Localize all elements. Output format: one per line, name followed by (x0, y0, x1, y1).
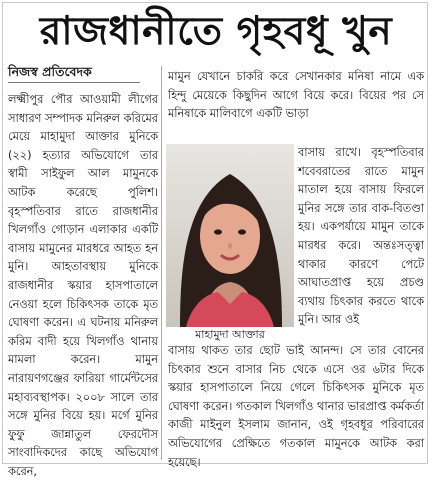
portrait-image (166, 144, 294, 327)
column-divider (161, 66, 162, 460)
article-body-right-top (168, 68, 424, 144)
body-paragraph-right-bottom: বাসায় থাকত তার ছোট ভাই আনন্দ। সে তার বোনের চিৎকার শুনে বাসার নিচ থেকে এসে ওর ৬টার দিকে স্কয়ার হাসপাতালে নিয়ে গেলে চিকিৎসক মুনিকে মৃত ঘোষণা করেন। গতকাল খিলগাঁও থানার ভারপ্রাপ্ত কর্মকর্তা কাজী মাইনুল ইসলাম জানান, ওই গৃহবধূর পরিবারের অভিযোগের প্রেক্ষিতে গতকাল মামুনকে আটক করা হয়েছে। (168, 344, 424, 469)
photo-caption: মাহামুদা আক্তার (195, 328, 265, 341)
byline: নিজস্ব প্রতিবেদক (8, 64, 92, 79)
article-body-right-middle (298, 144, 424, 342)
article-body-right-bottom (168, 342, 424, 469)
victim-photo (166, 144, 294, 327)
body-paragraph-left: লক্ষ্মীপুর পৌর আওয়ামী লীগের সাধারণ সম্পাদক মনিরুল করিমের মেয়ে মাহামুদা আক্তার মুনিকে (২২) হত্যার অভিযোগে তার স্বামী সাইফুল আল মামুনকে আটক করেছে পুলিশ। বৃহস্পতিবার রাতে রাজধানীর খিলগাঁও গোড়ান এলাকার একটি বাসায় মামুনের মারধরে আহত হন মুনি। আহতাবস্থায় মুনিকে রাজধানীর স্কয়ার হাসপাতালে নেওয়া হলে চিকিৎসক তাকে মৃত ঘোষণা করেন। এ ঘটনায় মনিরুল করিম বাদী হয়ে খিলগাঁও থানায় মামলা করেন। মামুন নারায়ণগঞ্জের ফারিয়া গার্মেন্টসের মহাব্যবস্থাপক। ২০০৮ সালে তার সঙ্গে মুনির বিয়ে হয়। মর্গে মুনির ফুফু জান্নাতুল ফেরদৌস সাংবাদিকদের কাছে অভিযোগ করেন, (8, 93, 158, 478)
headline: রাজধানীতে গৃহবধূ খুন (39, 9, 393, 54)
byline-underline (8, 82, 140, 83)
article-body-left-column (8, 91, 158, 478)
body-paragraph-right-top: মামুন যেখানে চাকরি করে সেখানকার মনিষা নামে এক হিন্দু মেয়েকে কিছুদিন আগে বিয়ে করে। বিয়ের পর সে মনিষাকে মালিবাগে একটি ভাড়া (168, 70, 424, 121)
body-paragraph-right-middle: বাসায় রাখে। বৃহস্পতিবার শবেবরাতের রাতে মামুন মাতাল হয়ে বাসায় ফিরলে মুনির সঙ্গে তার বাক-বিতণ্ডা হয়। একপর্যায়ে মামুন তাকে মারধর করে। অন্তঃসত্ত্বা থাকার কারণে পেটে আঘাতপ্রাপ্ত হয়ে প্রচণ্ড ব্যথায় চিৎকার করতে থাকে মুনি। আর ওই (298, 146, 424, 327)
